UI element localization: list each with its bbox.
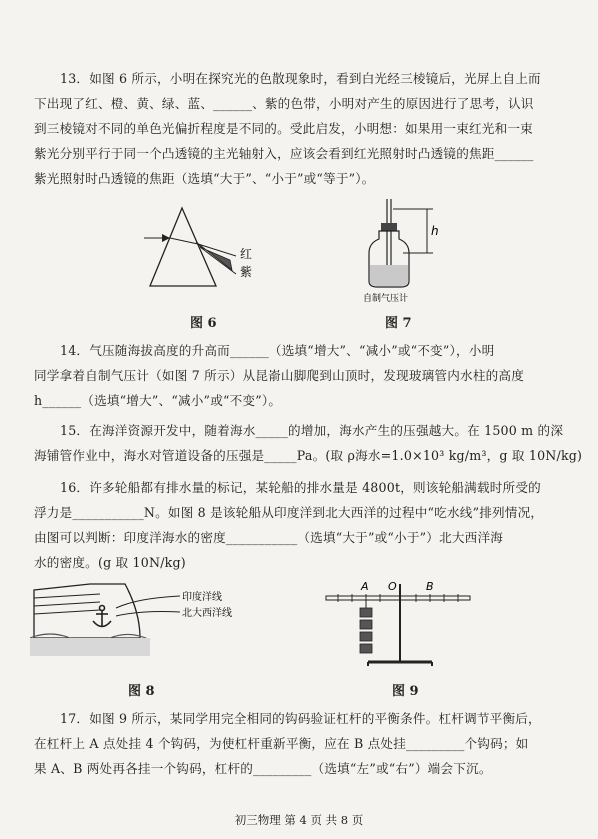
- question-13-line: 紫光分别平行于同一个凸透镜的主光轴射入，应该会看到红光照射时凸透镜的焦距______: [34, 146, 534, 161]
- spectrum-fan: [196, 242, 232, 270]
- figure-9-lever: [318, 578, 478, 670]
- question-14: [34, 338, 554, 413]
- label-atlantic-line: 北大西洋线: [182, 608, 232, 619]
- question-15-line: 海铺管作业中，海水对管道设备的压强是_____Pa。(取 ρ海水=1.0×10³ kg/m³，g 取 10N/kg): [34, 448, 583, 463]
- question-17-line: 17．如图 9 所示，某同学用完全相同的钩码验证杠杆的平衡条件。杠杆调节平衡后，: [60, 711, 541, 726]
- figure-8-ship: [30, 582, 280, 660]
- figure-7-barometer: [355, 195, 455, 307]
- label-purple: 紫: [240, 265, 253, 279]
- figure-9-caption: 图 9: [392, 684, 419, 699]
- question-13-line: 紫光照射时凸透镜的焦距（选填“大于”、“小于”或“等于”）。: [34, 171, 375, 186]
- question-15: [34, 418, 583, 468]
- question-14-line: 同学拿着自制气压计（如图 7 所示）从昆嵛山脚爬到山顶时，发现玻璃管内水柱的高度: [34, 368, 524, 383]
- label-o: O: [388, 580, 397, 593]
- label-h: h: [431, 224, 439, 238]
- question-13-line: 13．如图 6 所示，小明在探究光的色散现象时，看到白光经三棱镜后，光屏上自上而: [60, 71, 541, 86]
- question-17: [34, 706, 554, 781]
- water-body: [30, 638, 150, 656]
- label-indian-line: 印度洋线: [182, 592, 222, 603]
- question-16-line: 16．许多轮船都有排水量的标记，某轮船的排水量是 4800t，则该轮船满载时所受的: [60, 480, 541, 495]
- label-device: 自制气压计: [363, 294, 409, 304]
- hook-weights: [360, 608, 372, 653]
- question-13-line: 到三棱镜对不同的单色光偏折程度是不同的。受此启发，小明想：如果用一束红光和一束: [34, 121, 533, 136]
- figure-8-caption: 图 8: [128, 684, 155, 699]
- question-14-line: h______（选填“增大”、“减小”或“不变”）。: [34, 393, 282, 408]
- question-15-line: 15．在海洋资源开发中，随着海水_____的增加，海水产生的压强越大。在 1500 m 的深: [60, 423, 564, 438]
- question-14-line: 14．气压随海拔高度的升高而______（选填“增大”、“减小”或“不变”），小明: [60, 343, 495, 358]
- label-a: A: [361, 580, 369, 593]
- refracted-ray: [170, 238, 198, 244]
- question-16-line: 水的密度。(g 取 10N/kg): [34, 555, 186, 570]
- question-13-line: 下出现了红、橙、黄、绿、蓝、______、紫的色带，小明对产生的原因进行了思考，认识: [34, 96, 534, 111]
- water: [370, 265, 408, 286]
- question-16-line: 浮力是___________N。如图 8 是该轮船从印度洋到北大西洋的过程中“吃水线”排列情况，: [34, 505, 544, 520]
- page-footer: 初三物理 第 4 页 共 8 页: [234, 813, 364, 827]
- question-13: [34, 66, 554, 191]
- figure-6-caption: 图 6: [190, 316, 217, 331]
- question-17-line: 在杠杆上 A 点处挂 4 个钩码，为使杠杆重新平衡，应在 B 点处挂_________个钩码；如: [34, 736, 529, 751]
- question-16-line: 由图可以判断：印度洋海水的密度___________（选填“大于”或“小于”）北大西洋海: [34, 530, 504, 545]
- stopper: [381, 223, 397, 231]
- figure-7-caption: 图 7: [385, 316, 412, 331]
- question-17-line: 果 A、B 两处再各挂一个钩码，杠杆的_________（选填“左”或“右”）端会下沉。: [34, 761, 492, 776]
- figure-6-prism: [140, 200, 270, 295]
- question-16: [34, 475, 554, 575]
- label-red: 红: [240, 247, 253, 261]
- label-b: B: [426, 580, 434, 593]
- lever-bar: [326, 596, 470, 600]
